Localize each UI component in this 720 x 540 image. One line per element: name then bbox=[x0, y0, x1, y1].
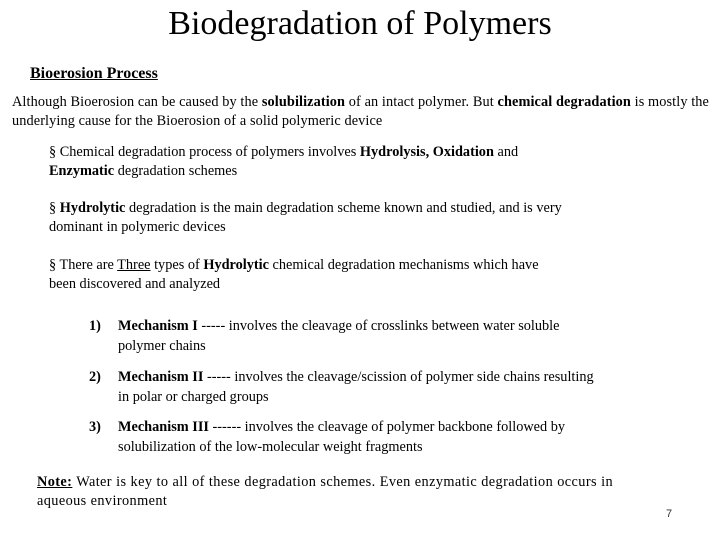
mechanism-number: 3) bbox=[89, 419, 101, 435]
note-paragraph bbox=[37, 473, 613, 511]
mechanism-desc: ----- involves the cleavage/scission of polymer side chains resulting bbox=[203, 369, 594, 385]
bullet-marker-icon: § bbox=[49, 144, 57, 160]
bullet-text: degradation is the main degradation scheme known and studied, and is very dominant in polymeric devices bbox=[49, 200, 562, 235]
bullet-text: There are bbox=[59, 257, 118, 273]
bullet-bold: Hydrolysis, Oxidation bbox=[359, 144, 494, 160]
bullet-underlined: Three bbox=[117, 257, 151, 273]
intro-bold-1: solubilization bbox=[261, 94, 346, 110]
bullet-bold: Enzymatic bbox=[49, 163, 115, 179]
mechanism-desc-cont: in polar or charged groups bbox=[118, 388, 269, 405]
intro-text-3: is mostly the underlying cause for the Bioerosion of a solid polymeric device bbox=[12, 94, 710, 129]
mechanism-item-1 bbox=[89, 317, 679, 356]
bullet-text: chemical degradation mechanisms which have been discovered and analyzed bbox=[49, 257, 539, 292]
page-number: 7 bbox=[666, 508, 673, 520]
intro-text-2: of an intact polymer. But bbox=[345, 94, 498, 110]
mechanism-desc: ----- involves the cleavage of crosslinks between water soluble bbox=[197, 318, 560, 334]
mechanism-desc: ------ involves the cleavage of polymer backbone followed by bbox=[208, 419, 566, 435]
bullet-marker-icon: § bbox=[49, 200, 57, 216]
mechanism-item-3 bbox=[89, 418, 679, 457]
mechanism-desc-cont: polymer chains bbox=[118, 337, 206, 354]
bullet-text: degradation schemes bbox=[114, 163, 238, 179]
mechanism-item-2 bbox=[89, 368, 679, 407]
intro-bold-2: chemical degradation bbox=[497, 94, 631, 110]
mechanism-number: 1) bbox=[89, 318, 101, 334]
intro-text-1: Although Bioerosion can be caused by the bbox=[12, 94, 262, 110]
mechanism-name: Mechanism III bbox=[118, 419, 209, 435]
bullet-three-types bbox=[49, 256, 569, 294]
mechanism-number: 2) bbox=[89, 369, 101, 385]
bullet-marker-icon: § bbox=[49, 257, 57, 273]
bullet-text: Chemical degradation process of polymers involves bbox=[59, 144, 360, 160]
mechanism-name: Mechanism I bbox=[118, 318, 198, 334]
slide-title: Biodegradation of Polymers bbox=[168, 5, 552, 42]
bullet-bold: Hydrolytic bbox=[203, 257, 269, 273]
bullet-chemical-degradation bbox=[49, 143, 569, 181]
section-heading: Bioerosion Process bbox=[30, 65, 158, 82]
bullet-text: types of bbox=[150, 257, 204, 273]
mechanism-desc-cont: solubilization of the low-molecular weight fragments bbox=[118, 438, 423, 455]
intro-paragraph bbox=[12, 93, 712, 131]
bullet-hydrolytic-degradation bbox=[49, 199, 569, 237]
bullet-bold: Hydrolytic bbox=[59, 200, 126, 216]
bullet-text: and bbox=[493, 144, 519, 160]
mechanism-name: Mechanism II bbox=[118, 369, 204, 385]
note-label: Note: bbox=[37, 474, 73, 490]
note-text: Water is key to all of these degradation schemes. Even enzymatic degradation occurs in aqueous environment bbox=[37, 474, 613, 509]
